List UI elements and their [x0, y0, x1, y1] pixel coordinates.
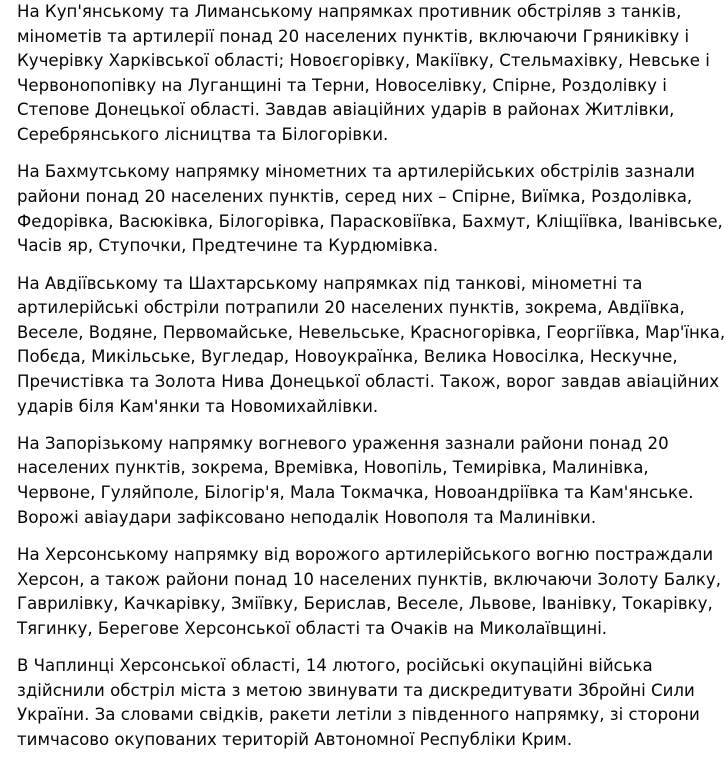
text-line: Ворожі авіаудари зафіксовано неподалік Новополя та Малинівки. [17, 507, 597, 527]
text-line: В Чаплинці Херсонської області, 14 лютого, російські окупаційні війська [17, 656, 653, 676]
text-line: На Бахмутському напрямку мінометних та артилерійських обстрілів зазнали [17, 162, 695, 182]
paragraph-kherson [17, 543, 725, 641]
text-line: мінометів та артилерії понад 20 населених пунктів, включаючи Гряниківку і [17, 26, 690, 46]
text-line: здійснили обстріл міста з метою звинувати та дискредитувати Збройні Сили [17, 680, 695, 700]
text-line: На Куп'янському та Лиманському напрямках противник обстріляв з танків, [17, 2, 682, 21]
text-line: Пречистівка та Золота Нива Донецької області. Також, ворог завдав авіаційних [17, 371, 720, 391]
text-line: На Авдіївському та Шахтарському напрямках під танкові, мінометні та [17, 273, 643, 293]
text-line: На Херсонському напрямку від ворожого артилерійського вогню постраждали [17, 545, 714, 565]
text-line: Веселе, Водяне, Первомайське, Невельське, Красногорівка, Георгіївка, Мар'їнка, [17, 322, 726, 342]
text-line: Степове Донецької області. Завдав авіаційних ударів в районах Житлівки, [17, 100, 675, 120]
paragraph-kupiansk-lyman [17, 0, 725, 148]
text-line: Червонопопівку на Луганщині та Терни, Новоселівку, Спірне, Роздолівку і [17, 75, 667, 95]
post-text [17, 0, 725, 765]
text-line: Федорівка, Васюківка, Білогорівка, Парасковіївка, Бахмут, Кліщіївка, Іванівське, [17, 211, 723, 231]
paragraph-bakhmut [17, 160, 725, 258]
text-line: Херсон, а також райони понад 10 населених пунктів, включаючи Золоту Балку, [17, 569, 721, 589]
paragraph-avdiivka-shakhtarsk [17, 272, 725, 420]
text-line: Кучерівку Харківської області; Новоєгорівку, Макіївку, Стельмахівку, Невське і [17, 51, 710, 71]
text-line: населених пунктів, зокрема, Времівка, Новопіль, Темирівка, Малинівка, [17, 458, 649, 478]
text-line: тимчасово окупованих територій Автономної Республіки Крим. [17, 730, 573, 750]
text-line: Побєда, Микільське, Вугледар, Новоукраїнка, Велика Новосілка, Нескучне, [17, 347, 678, 367]
text-line: На Запорізькому напрямку вогневого ураження зазнали райони понад 20 [17, 433, 669, 453]
text-line: Гаврилівку, Качкарівку, Зміївку, Берислав, Веселе, Львове, Іванівку, Токарівку, [17, 594, 713, 614]
text-line: ударів біля Кам'янки та Новомихайлівки. [17, 396, 379, 416]
paragraph-zaporizhzhia [17, 432, 725, 530]
text-line: Часів яр, Ступочки, Предтечине та Курдюмівка. [17, 236, 439, 256]
paragraph-chaplynka [17, 654, 725, 752]
text-line: райони понад 20 населених пунктів, серед них – Спірне, Виїмка, Роздолівка, [17, 186, 693, 206]
text-line: Тягинку, Берегове Херсонської області та Очаків на Миколаївщині. [17, 618, 608, 638]
text-line: України. За словами свідків, ракети летіли з південного напрямку, зі сторони [17, 705, 700, 725]
text-line: Червоне, Гуляйполе, Білогір'я, Мала Токмачка, Новоандріївка та Кам'янське. [17, 483, 694, 503]
text-line: Серебрянського лісництва та Білогорівки. [17, 124, 389, 144]
text-line: артилерійські обстріли потрапили 20 населених пунктів, зокрема, Авдіївка, [17, 298, 685, 318]
